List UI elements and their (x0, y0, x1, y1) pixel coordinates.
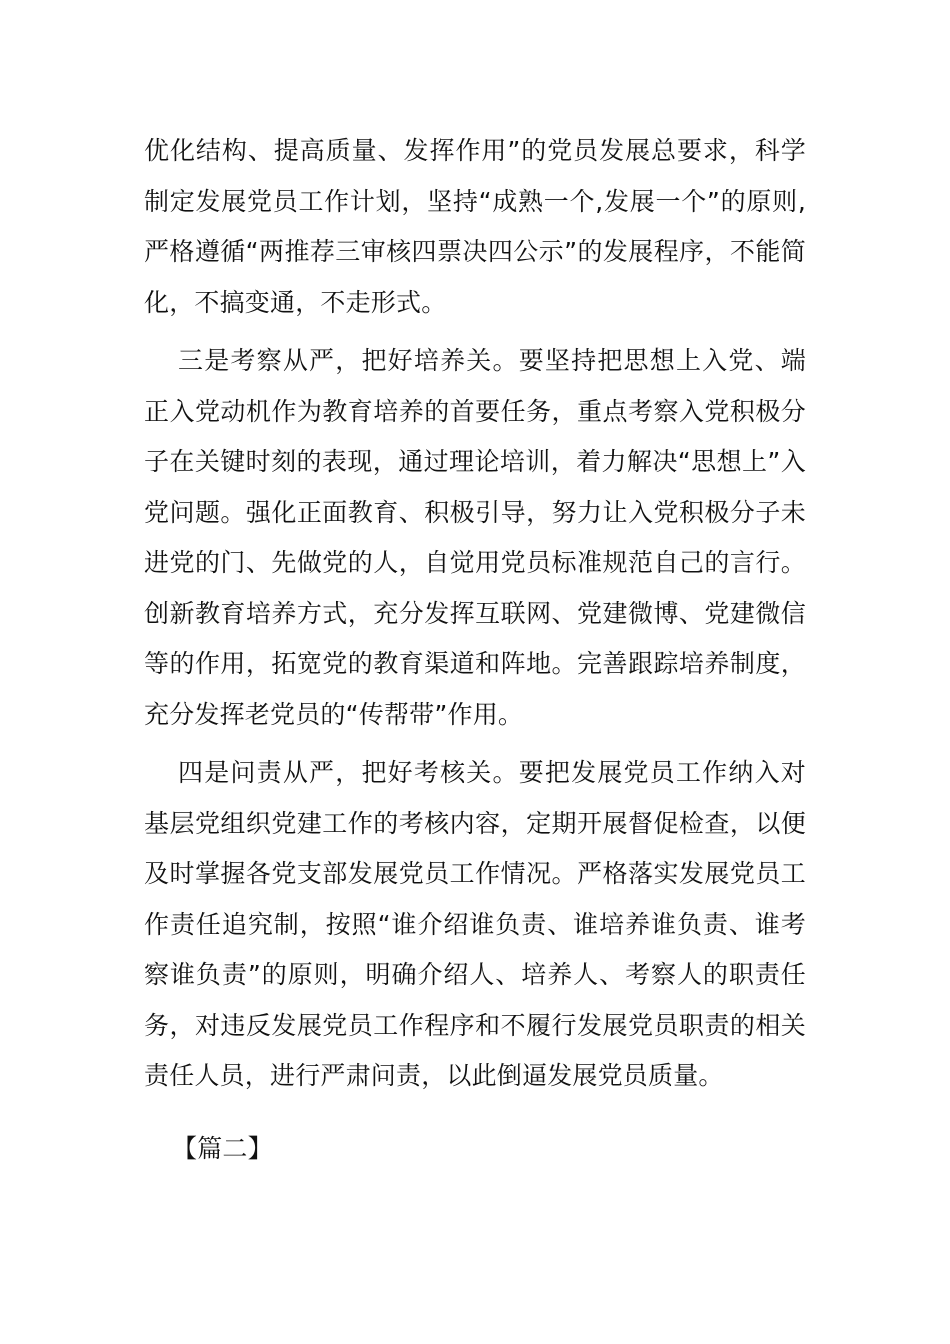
paragraph-point-three: 三是考察从严，把好培养关。要坚持把思想上入党、端正入党动机作为教育培养的首要任务，重点考察入党积极分子在关键时刻的表现，通过理论培训，着力解决“思想上”入党问题。强化正面教育、积极引导，努力让入党积极分子未进党的门、先做党的人，自觉用党员标准规范自己的言行。创新教育培养方式，充分发挥互联网、党建微博、党建微信等的作用，拓宽党的教育渠道和阵地。完善跟踪培养制度，充分发挥老党员的“传帮带”作用。 (144, 346, 806, 729)
paragraph-point-four: 四是问责从严，把好考核关。要把发展党员工作纳入对基层党组织党建工作的考核内容，定期开展督促检查，以便及时掌握各党支部发展党员工作情况。严格落实发展党员工作责任追究制，按照“谁介绍谁负责、谁培养谁负责、谁考察谁负责”的原则，明确介绍人、培养人、考察人的职责任务，对违反发展党员工作程序和不履行发展党员职责的相关责任人员，进行严肃问责，以此倒逼发展党员质量。 (144, 758, 806, 1090)
paragraph-continuation: 优化结构、提高质量、发挥作用”的党员发展总要求，科学制定发展党员工作计划，坚持“成熟一个,发展一个”的原则,严格遵循“两推荐三审核四票决四公示”的发展程序，不能简化，不搞变通，不走形式。 (144, 136, 806, 317)
section-heading: 【篇二】 (172, 1133, 273, 1163)
document-body (144, 126, 806, 1174)
